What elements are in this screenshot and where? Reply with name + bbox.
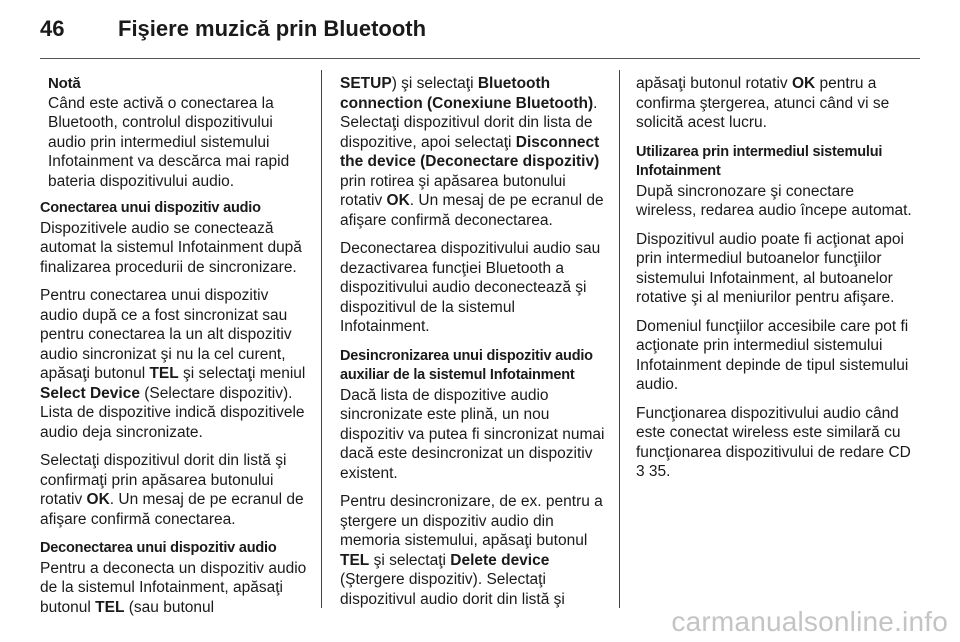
paragraph: După sincronozare şi conectare wireless, redarea audio începe automat. (636, 182, 912, 219)
section-heading-use: Utilizarea prin intermediul sistemului Infotainment (636, 143, 883, 179)
paragraph: Deconectarea dispozitivului audio sau dezactivarea funcţiei Bluetooth a dispozitivului audio deconectează şi dispozitivul de la sistemul Infotainment. (340, 240, 601, 335)
paragraph: Dispozitivele audio se conectează automat la sistemul Infotainment după finalizarea procedurii de sincronizare. (40, 219, 302, 276)
note-text: Când este activă o conectarea la Bluetooth, controlul dispozitivului audio prin intermediul sistemului Infotainment va descărca mai rapid bateria dispozitivului audio. (48, 94, 290, 190)
watermark: carmanualsonline.info (671, 606, 948, 637)
page-header (40, 14, 426, 44)
column-1 (40, 74, 308, 626)
section-heading-connect: Conectarea unui dispozitiv audio (40, 200, 261, 216)
button-name-ok: OK (86, 491, 110, 508)
menu-name-disconnect-device: Disconnect the device (Deconectare dispozitiv) (340, 133, 600, 170)
button-name-ok: OK (791, 75, 816, 92)
column-3 (636, 74, 918, 491)
page-number: 46 (40, 16, 65, 41)
paragraph: Selectaţi dispozitivul dorit din listă şi confirmaţi prin apăsarea butonului rotativ OK. Un mesaj de pe ecranul de afişare confirmă conectarea. (40, 452, 304, 528)
button-name-ok: OK (386, 192, 410, 209)
menu-name-bluetooth-connection: Bluetooth connection (Conexiune Bluetooth) (340, 75, 594, 112)
paragraph: apăsaţi butonul rotativ OK pentru a confirma ştergerea, atunci când vi se solicită acest lucru. (636, 75, 890, 131)
paragraph: Domeniul funcţiilor accesibile care pot fi acţionate prin intermediul sistemului Infotainment depinde de tipul sistemului audio. (636, 317, 909, 393)
button-name-tel: TEL (149, 365, 179, 382)
section-heading-disconnect: Deconectarea unui dispozitiv audio (40, 540, 277, 556)
button-name-tel: TEL (95, 598, 125, 616)
paragraph: Pentru conectarea unui dispozitiv audio după ce a fost sincronizat sau pentru conectarea la un alt dispozitiv audio sincronizat şi nu la cel curent, apăsaţi butonul TEL şi selectaţi meniul Select Device (Selectare dispozitiv). Lista de dispozitive indică dispozitivele audio deja sincronizate. (40, 287, 306, 441)
menu-name-delete-device: Delete device (450, 551, 550, 569)
arrow-right-icon: 3 (636, 463, 645, 480)
column-2 (340, 74, 608, 618)
menu-name-select-device: Select Device (40, 384, 140, 402)
paragraph: SETUP) şi selectaţi Bluetooth connection (Conexiune Bluetooth). Selectaţi dispozitivul dorit din lista de dispozitive, apoi selectaţi Disconnect the device (Deconectare dispozitiv) prin rotirea şi apăsarea butonului rotativ OK. Un mesaj de pe ecranul de afişare confirmă deconectarea. (340, 75, 604, 229)
page-title: Fişiere muzică prin Bluetooth (118, 16, 427, 41)
button-name-setup: SETUP (340, 75, 392, 92)
column-divider-1 (321, 70, 322, 608)
paragraph: Pentru a deconecta un dispozitiv audio de la sistemul Infotainment, apăsaţi butonul TEL (sau butonul (40, 559, 307, 616)
note-title: Notă (48, 75, 81, 92)
header-divider (40, 58, 920, 59)
section-heading-desync: Desincronizarea unui dispozitiv audio auxiliar de la sistemul Infotainment (340, 347, 593, 383)
paragraph: Pentru desincronizare, de ex. pentru a ştergere un dispozitiv audio din memoria sistemului, apăsaţi butonul TEL şi selectaţi Delete device (Ştergere dispozitiv). Selectaţi dispozitivul audio dorit din listă şi (340, 493, 603, 608)
button-name-tel: TEL (340, 551, 370, 569)
paragraph: Dacă lista de dispozitive audio sincronizate este plină, un nou dispozitiv va putea fi sincronizat numai dacă este desincronizat un dispozitiv existent. (340, 386, 605, 482)
paragraph: Dispozitivul audio poate fi acţionat apoi prin intermediul butoanelor funcţiilor sistemului Infotainment, al butoanelor rotative şi al meniurilor pentru afişare. (636, 230, 904, 306)
note-box (40, 74, 308, 191)
paragraph: Funcţionarea dispozitivului audio când este conectat wireless este similară cu funcţionarea dispozitivului de redare CD 3 35. (636, 404, 911, 480)
column-divider-2 (619, 70, 620, 608)
